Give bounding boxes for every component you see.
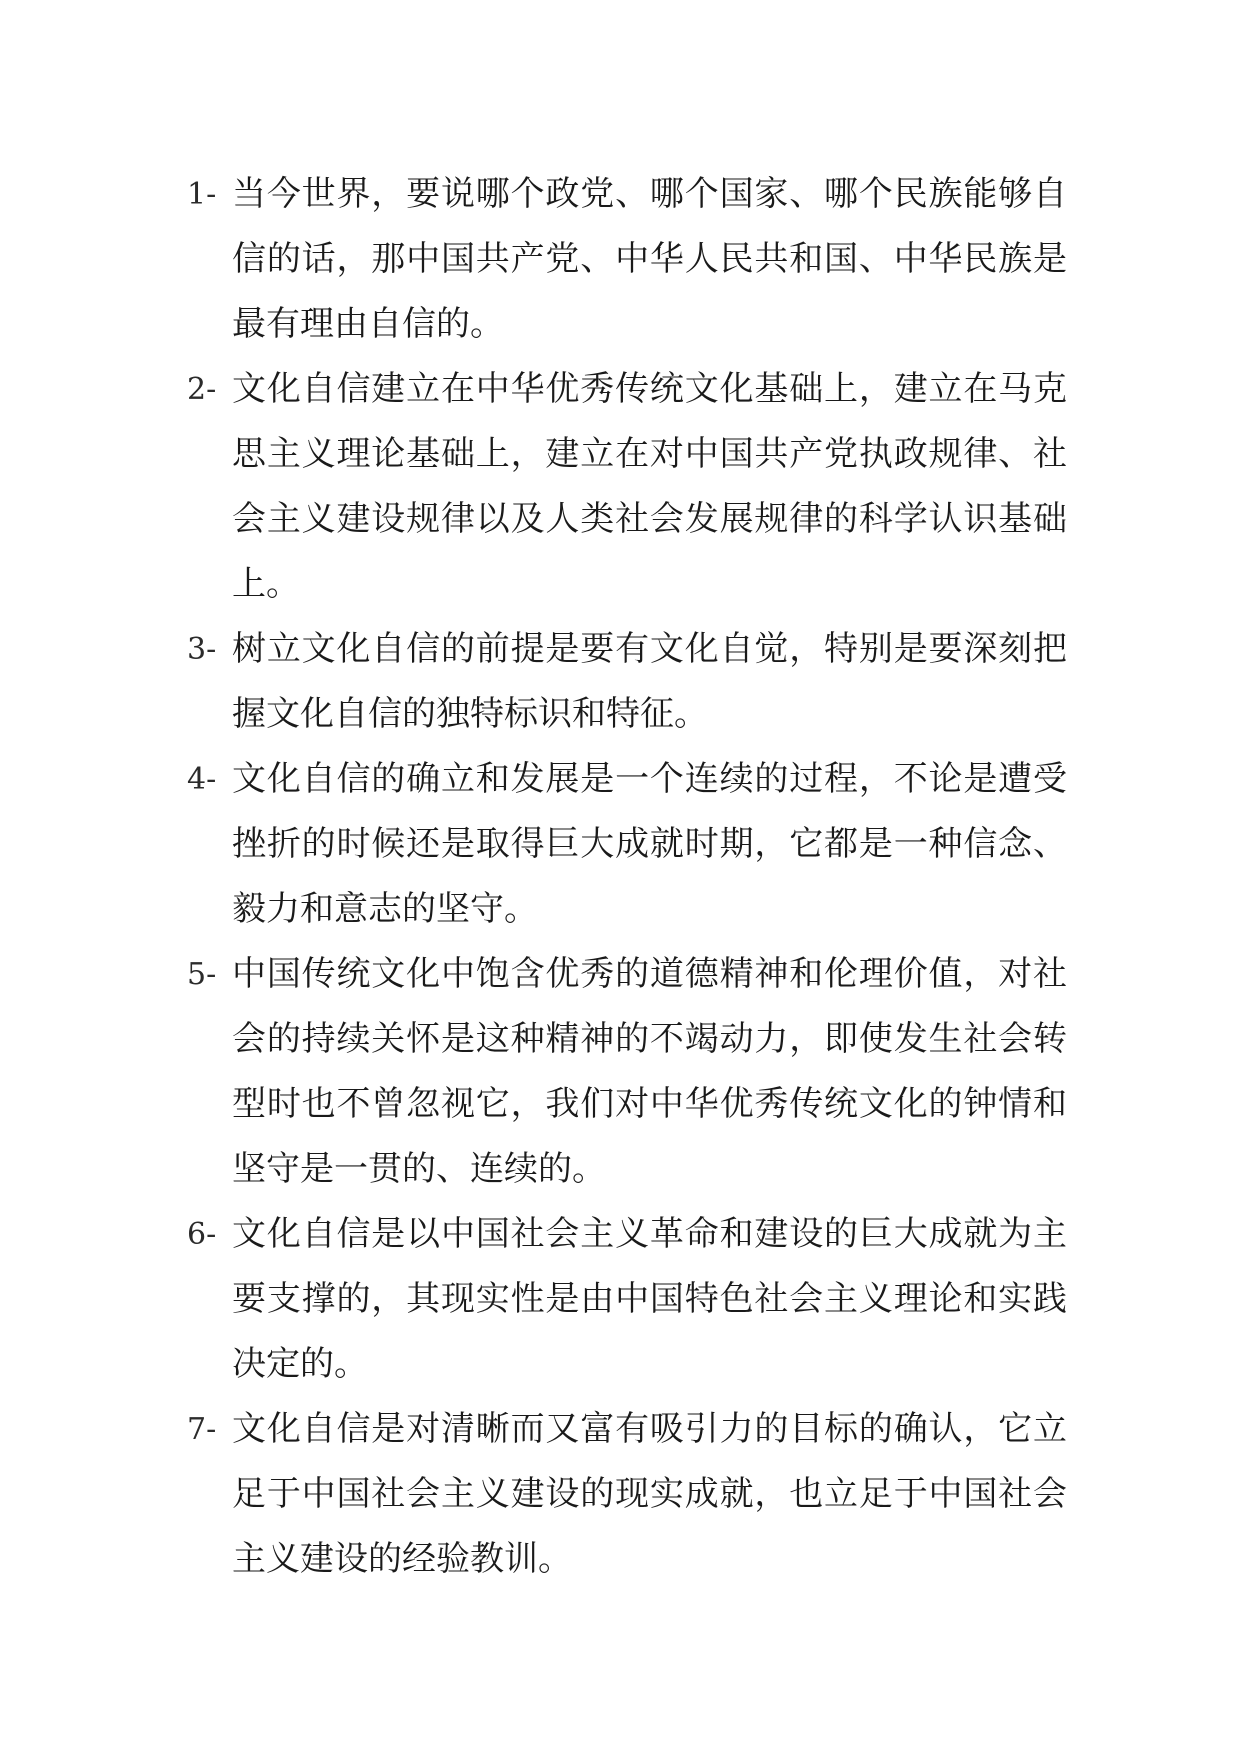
item-text: 中国传统文化中饱含优秀的道德精神和伦理价值，对社会的持续关怀是这种精神的不竭动力，即使发生社会转型时也不曾忽视它，我们对中华优秀传统文化的钟情和坚守是一贯的、连续的。 xyxy=(232,954,1067,1189)
item-number: 3- xyxy=(187,632,217,667)
list-item xyxy=(187,162,1067,357)
item-text: 当今世界，要说哪个政党、哪个国家、哪个民族能够自信的话，那中国共产党、中华人民共和国、中华民族是最有理由自信的。 xyxy=(232,174,1067,344)
numbered-list xyxy=(187,162,1067,1592)
item-text: 文化自信的确立和发展是一个连续的过程，不论是遭受挫折的时候还是取得巨大成就时期，它都是一种信念、毅力和意志的坚守。 xyxy=(232,759,1067,929)
item-text: 文化自信建立在中华优秀传统文化基础上，建立在马克思主义理论基础上，建立在对中国共产党执政规律、社会主义建设规律以及人类社会发展规律的科学认识基础上。 xyxy=(232,369,1067,604)
list-item xyxy=(187,1397,1067,1592)
list-item xyxy=(187,617,1067,747)
item-number: 6- xyxy=(187,1217,217,1252)
list-item xyxy=(187,942,1067,1202)
item-text: 文化自信是以中国社会主义革命和建设的巨大成就为主要支撑的，其现实性是由中国特色社会主义理论和实践决定的。 xyxy=(232,1214,1067,1384)
item-number: 4- xyxy=(187,762,217,797)
list-item xyxy=(187,747,1067,942)
item-number: 2- xyxy=(187,372,217,407)
list-item xyxy=(187,1202,1067,1397)
list-item xyxy=(187,357,1067,617)
item-text: 树立文化自信的前提是要有文化自觉，特别是要深刻把握文化自信的独特标识和特征。 xyxy=(232,629,1067,734)
item-text: 文化自信是对清晰而又富有吸引力的目标的确认，它立足于中国社会主义建设的现实成就，也立足于中国社会主义建设的经验教训。 xyxy=(232,1409,1067,1579)
item-number: 7- xyxy=(187,1412,217,1447)
item-number: 1- xyxy=(187,177,217,212)
item-number: 5- xyxy=(187,957,217,992)
